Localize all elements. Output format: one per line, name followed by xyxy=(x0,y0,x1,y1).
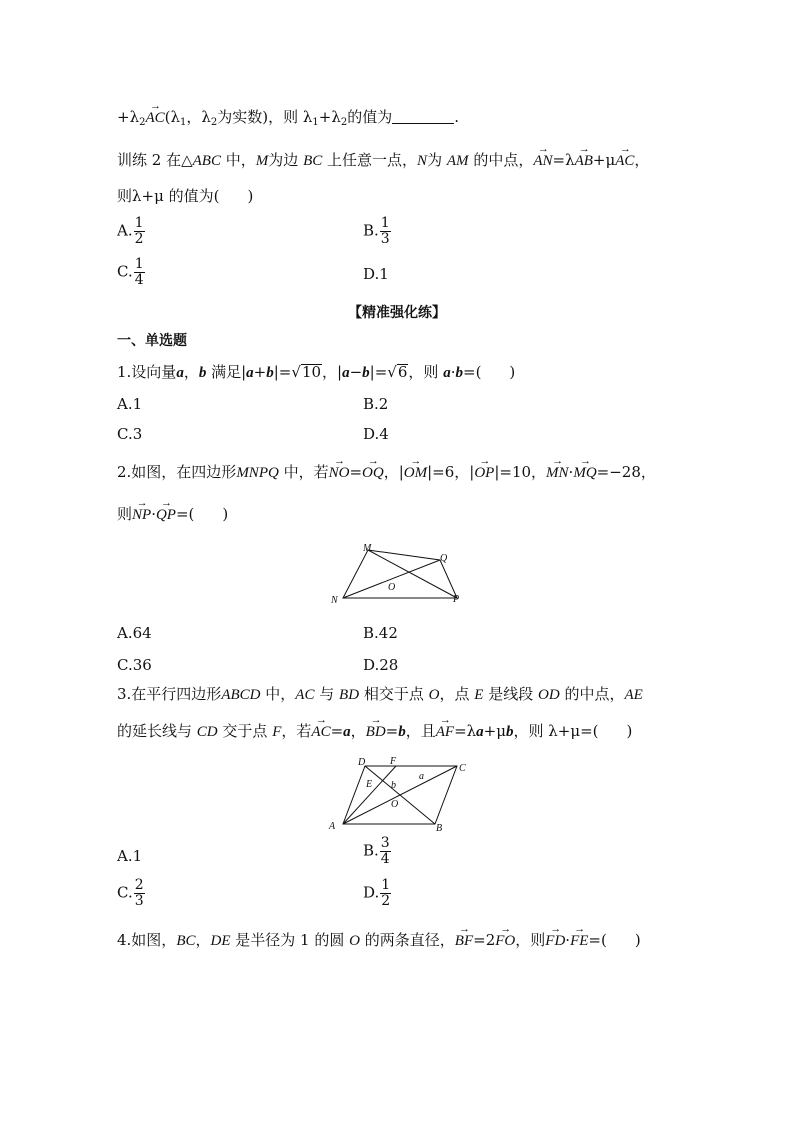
training2-label: 训练 2 xyxy=(117,151,162,169)
q3-stem-line1: 3.在平行四边形ABCD 中，AC 与 BD 相交于点 O，点 E 是线段 OD 的中点，AE xyxy=(117,685,643,703)
training2-stem-line2: 则λ+μ 的值为( ) xyxy=(117,187,254,205)
q3-label-b: b xyxy=(391,780,396,791)
answer-blank xyxy=(392,109,454,124)
q1-option-c[interactable]: C.3 xyxy=(117,425,143,443)
training2-option-b[interactable]: B. $\frac{1}{3}$ xyxy=(363,215,390,247)
section-header: 【精准强化练】 xyxy=(348,305,446,321)
q2-option-d[interactable]: D.28 xyxy=(363,656,399,674)
q3-label-E: E xyxy=(366,779,373,790)
q3-option-b[interactable]: B. $\frac{3}{4}$ xyxy=(363,835,390,867)
q1-option-d[interactable]: D.4 xyxy=(363,425,389,443)
training2-stem-line1: 训练 2 在△ABC 中，M为边 BC 上任意一点，N为 AM 的中点，→ AN=λ→ AB+μ→ AC， xyxy=(117,150,649,171)
training2-option-a[interactable]: A. $\frac{1}{2}$ xyxy=(117,215,144,247)
q1-option-b[interactable]: B.2 xyxy=(363,395,389,413)
q3-label-O: O xyxy=(391,799,399,810)
vector-AC: → AC xyxy=(145,108,164,128)
training2-option-d[interactable]: D.1 xyxy=(363,265,389,283)
q2-label-P: P xyxy=(453,594,460,605)
q3-label-D: D xyxy=(358,757,366,768)
q3-stem-line2: 的延长线与 CD 交于点 F，若→ AC=a，→ BD=b，且→ AF=λa+μb，则 λ+μ=( ) xyxy=(117,721,632,742)
q2-option-a[interactable]: A.64 xyxy=(117,624,152,642)
top-line: $+\lambda_2\to AC(\lambda_1$，$\lambda_2$为实数)，则 $\lambda_1+\lambda_2$的值为 . xyxy=(117,107,459,128)
q3-label-A: A xyxy=(329,821,336,832)
q3-option-c[interactable]: C. $\frac{2}{3}$ xyxy=(117,877,144,909)
q3-label-F: F xyxy=(390,756,397,767)
q2-figure xyxy=(325,540,475,606)
q4-stem: 4.如图，BC，DE 是半径为 1 的圆 O 的两条直径，→ BF=2→ FO，则→ FD·→ FE=( ) xyxy=(117,930,641,951)
training2-option-c[interactable]: C. $\frac{1}{4}$ xyxy=(117,256,144,288)
q2-stem-line2: 则→ NP·→ QP=( ) xyxy=(117,504,228,525)
q2-label-Q: Q xyxy=(440,553,448,564)
q3-figure xyxy=(325,756,475,836)
q3-label-C: C xyxy=(459,763,466,774)
q2-label-O: O xyxy=(388,582,396,593)
q2-option-c[interactable]: C.36 xyxy=(117,656,152,674)
q3-option-a[interactable]: A.1 xyxy=(117,847,143,865)
q1-stem: 1.设向量a，b 满足|a+b|=√10，|a−b|=√6，则 a·b=( ) xyxy=(117,363,516,381)
q2-label-M: M xyxy=(363,543,372,554)
q2-option-b[interactable]: B.42 xyxy=(363,624,398,642)
q2-stem-line1: 2.如图，在四边形MNPQ 中，若→ NO=→ OQ，|→ OM|=6，|→ OP|=10，→ MN·→ MQ=−28， xyxy=(117,462,656,483)
q3-option-d[interactable]: D. $\frac{1}{2}$ xyxy=(363,877,391,909)
q2-label-N: N xyxy=(331,595,338,606)
section-title: 一、单选题 xyxy=(117,333,187,349)
q3-label-B: B xyxy=(436,823,443,834)
q1-option-a[interactable]: A.1 xyxy=(117,395,143,413)
q3-label-a: a xyxy=(419,771,424,782)
